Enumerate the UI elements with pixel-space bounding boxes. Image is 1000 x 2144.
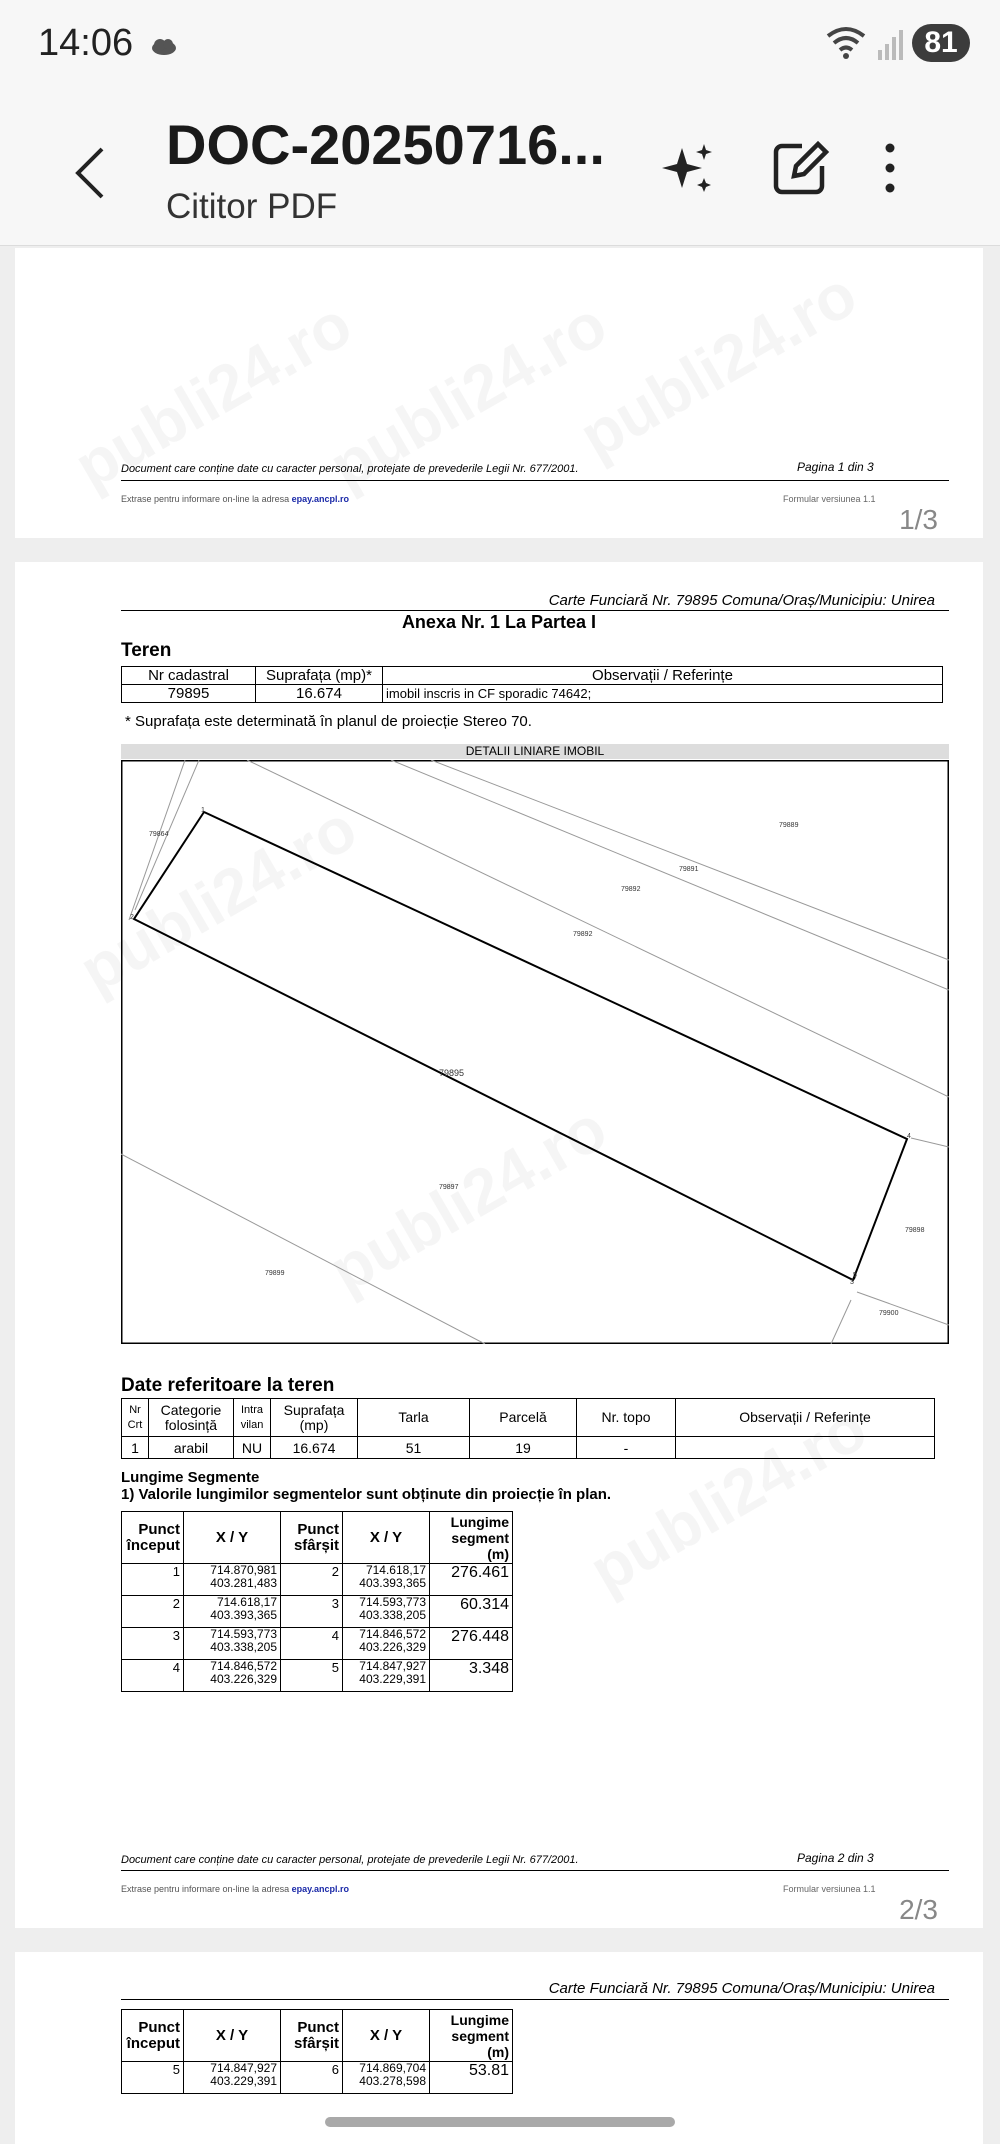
parcel-label-79892: 79892 — [621, 886, 641, 893]
lungime-title: Lungime Segmente — [121, 1469, 260, 1486]
edit-icon[interactable] — [770, 138, 830, 198]
weather-icon — [150, 36, 178, 56]
td-nr-crt: 1 — [122, 1437, 149, 1459]
seg-start: 3 — [122, 1628, 184, 1660]
seg-end: 5 — [281, 1660, 343, 1692]
td-nr-topo: - — [577, 1437, 676, 1459]
seg-start-xy: 714.618,17 403.393,365 — [184, 1596, 281, 1628]
neighbor-boundary — [857, 1292, 949, 1325]
map-frame — [122, 761, 949, 1344]
parcel-label-79900: 79900 — [879, 1310, 899, 1317]
divider — [121, 1870, 949, 1871]
page-indicator: 1/3 — [899, 504, 938, 535]
neighbor-boundary — [391, 760, 949, 990]
carte-funciara-header: Carte Funciară Nr. 79895 Comuna/Oraș/Municipiu: Unirea — [548, 592, 935, 609]
seg-length: 3.348 — [430, 1660, 513, 1692]
section-teren: Teren — [121, 640, 172, 661]
th-xy: X / Y — [184, 1512, 281, 1564]
seg-end-xy: 714.618,17 403.393,365 — [343, 1564, 430, 1596]
seg-start-xy: 714.846,572 403.226,329 — [184, 1660, 281, 1692]
parcel-label-79891: 79891 — [679, 866, 699, 873]
parcel-label-79897: 79897 — [439, 1184, 459, 1191]
status-bar — [0, 0, 1000, 90]
battery-indicator: 81 — [912, 24, 970, 62]
segments-table — [121, 2009, 513, 2094]
app-subtitle: Cititor PDF — [166, 187, 338, 226]
table-row — [122, 2062, 513, 2094]
wifi-icon — [826, 26, 866, 60]
td-parcela: 19 — [470, 1437, 577, 1459]
footer-page-label: Pagina 1 din 3 — [797, 460, 874, 474]
home-indicator[interactable] — [325, 2117, 675, 2127]
th-xy: X / Y — [184, 2010, 281, 2062]
pdf-page-1[interactable] — [15, 248, 983, 538]
td-suprafata: 16.674 — [271, 1437, 358, 1459]
pdf-page-2[interactable] — [15, 562, 983, 1928]
th-lungime: Lungime segment (m) — [430, 1512, 513, 1564]
neighbor-boundary — [431, 760, 949, 960]
table-row — [122, 1564, 513, 1596]
watermark — [567, 257, 869, 474]
more-options-icon[interactable] — [880, 140, 900, 196]
divider — [121, 1999, 949, 2000]
th-observatii: Observații / Referințe — [383, 667, 943, 685]
seg-end-xy: 714.593,773 403.338,205 — [343, 1596, 430, 1628]
th-xy: X / Y — [343, 2010, 430, 2062]
divider — [121, 610, 949, 611]
seg-length: 276.448 — [430, 1628, 513, 1660]
back-icon[interactable] — [72, 145, 106, 201]
th-lungime: Lungime segment (m) — [430, 2010, 513, 2062]
seg-start-xy: 714.847,927 403.229,391 — [184, 2062, 281, 2094]
seg-end-xy: 714.847,927 403.229,391 — [343, 1660, 430, 1692]
seg-start: 5 — [122, 2062, 184, 2094]
table-row — [122, 1660, 513, 1692]
table-row — [122, 1628, 513, 1660]
extract-info: Extrase pentru informare on-line la adresa epay.ancpl.ro — [121, 1884, 349, 1894]
document-title: DOC-20250716... — [166, 113, 605, 176]
th-tarla: Tarla — [358, 1399, 470, 1437]
date-table — [121, 1398, 935, 1459]
neighbor-boundary — [247, 760, 949, 1097]
neighbor-boundary — [121, 1154, 485, 1344]
map-title: DETALII LINIARE IMOBIL — [121, 744, 949, 759]
seg-end: 6 — [281, 2062, 343, 2094]
th-nr-topo: Nr. topo — [577, 1399, 676, 1437]
th-suprafata: Suprafața (mp) — [271, 1399, 358, 1437]
parcel-label-79898: 79898 — [905, 1227, 925, 1234]
th-parcela: Parcelă — [470, 1399, 577, 1437]
carte-funciara-header: Carte Funciară Nr. 79895 Comuna/Oraș/Municipiu: Unirea — [548, 1980, 935, 1997]
parcel-map — [121, 760, 949, 1344]
seg-length: 60.314 — [430, 1596, 513, 1628]
th-nr-crt: Nr Crt — [122, 1399, 149, 1437]
vertex-4: 4 — [907, 1133, 911, 1140]
vertex-3: 3 — [850, 1279, 854, 1286]
th-observatii: Observații / Referințe — [676, 1399, 935, 1437]
seg-end-xy: 714.869,704 403.278,598 — [343, 2062, 430, 2094]
table-row — [122, 1596, 513, 1628]
th-nr-cadastral: Nr cadastral — [122, 667, 256, 685]
form-version: Formular versiunea 1.1 — [783, 494, 876, 504]
td-intravilan: NU — [234, 1437, 271, 1459]
annex-title: Anexa Nr. 1 La Partea I — [401, 612, 597, 632]
footer-page-label: Pagina 2 din 3 — [797, 1851, 874, 1865]
signal-icon — [878, 28, 904, 60]
parcel-label-79895: 79895 — [439, 1068, 465, 1078]
seg-end: 4 — [281, 1628, 343, 1660]
td-tarla: 51 — [358, 1437, 470, 1459]
td-observatii — [676, 1437, 935, 1459]
seg-end: 2 — [281, 1564, 343, 1596]
app-bar — [0, 90, 1000, 246]
th-punct-sfarsit: Punct sfârșit — [281, 2010, 343, 2062]
ai-sparkle-icon[interactable] — [660, 140, 716, 196]
date-title: Date referitoare la teren — [121, 1375, 335, 1396]
th-intravilan: Intra vilan — [234, 1399, 271, 1437]
seg-end-xy: 714.846,572 403.226,329 — [343, 1628, 430, 1660]
vertex-1: 1 — [201, 807, 205, 814]
th-categorie: Categorie folosință — [149, 1399, 234, 1437]
parcel-boundary — [134, 812, 907, 1280]
pdf-page-3[interactable] — [15, 1952, 983, 2144]
seg-start-xy: 714.593,773 403.338,205 — [184, 1628, 281, 1660]
th-punct-inceput: Punct început — [122, 1512, 184, 1564]
td-suprafata: 16.674 — [256, 685, 383, 703]
divider — [121, 480, 949, 481]
neighbor-boundary — [831, 1300, 851, 1344]
th-suprafata: Suprafața (mp)* — [256, 667, 383, 685]
neighbor-boundary — [129, 760, 185, 920]
form-version: Formular versiunea 1.1 — [783, 1884, 876, 1894]
th-punct-sfarsit: Punct sfârșit — [281, 1512, 343, 1564]
teren-table — [121, 666, 943, 703]
lungime-note: 1) Valorile lungimilor segmentelor sunt obținute din proiecție în plan. — [121, 1486, 612, 1503]
td-nr-cadastral: 79895 — [122, 685, 256, 703]
parcel-label-79899: 79899 — [265, 1270, 285, 1277]
parcel-label-79864: 79864 — [149, 831, 169, 838]
td-observatii: imobil inscris in CF sporadic 74642; — [383, 685, 943, 703]
th-xy: X / Y — [343, 1512, 430, 1564]
seg-start: 1 — [122, 1564, 184, 1596]
page-indicator: 2/3 — [899, 1894, 938, 1925]
seg-start: 2 — [122, 1596, 184, 1628]
parcel-label-79892: 79892 — [573, 931, 593, 938]
vertex-5: 5 — [853, 1272, 857, 1279]
seg-end: 3 — [281, 1596, 343, 1628]
seg-start: 4 — [122, 1660, 184, 1692]
extract-info: Extrase pentru informare on-line la adresa epay.ancpl.ro — [121, 494, 349, 504]
teren-note: * Suprafața este determinată în planul de proiecție Stereo 70. — [125, 713, 532, 730]
parcel-label-79889: 79889 — [779, 822, 799, 829]
footer-note: Document care conține date cu caracter personal, protejate de prevederile Legii Nr. 677/2001. — [121, 1854, 579, 1866]
segments-table — [121, 1511, 513, 1692]
th-punct-inceput: Punct început — [122, 2010, 184, 2062]
epay-link[interactable]: epay.ancpl.ro — [291, 1884, 349, 1894]
td-categorie: arabil — [149, 1437, 234, 1459]
seg-start-xy: 714.870,981 403.281,483 — [184, 1564, 281, 1596]
seg-length: 53.81 — [430, 2062, 513, 2094]
neighbor-boundary — [911, 1138, 949, 1147]
clock: 14:06 — [38, 22, 134, 64]
vertex-2: 2 — [130, 914, 134, 921]
epay-link[interactable]: epay.ancpl.ro — [291, 494, 349, 504]
seg-length: 276.461 — [430, 1564, 513, 1596]
footer-note: Document care conține date cu caracter personal, protejate de prevederile Legii Nr. 677/2001. — [121, 463, 579, 475]
